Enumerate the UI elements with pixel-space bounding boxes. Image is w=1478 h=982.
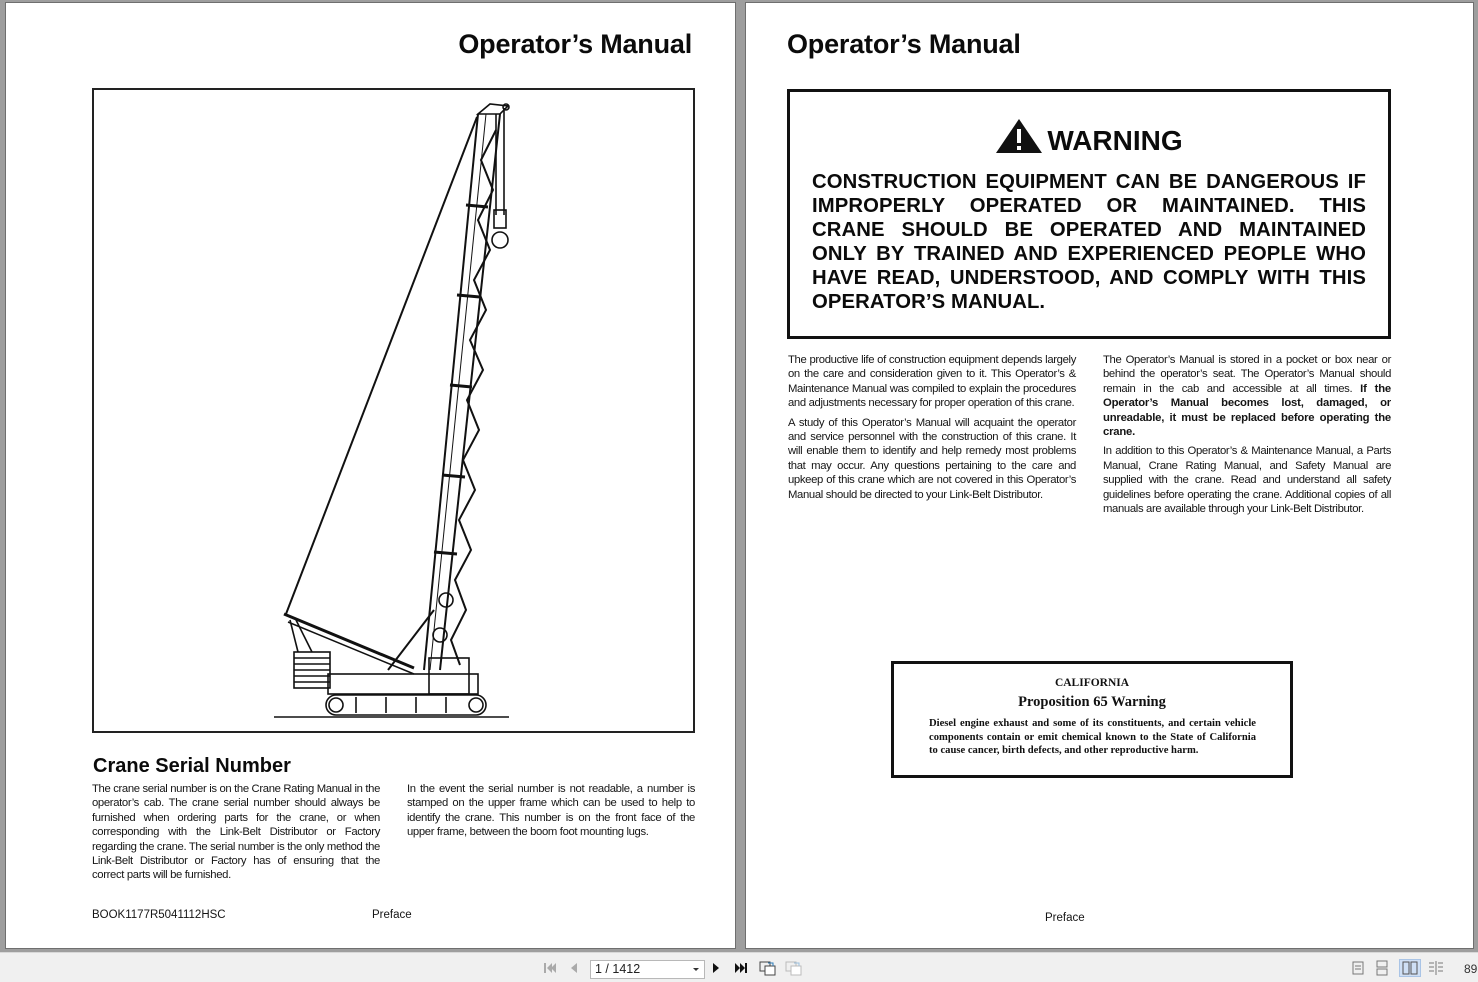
first-page-icon <box>543 962 557 974</box>
next-page-icon <box>711 962 721 974</box>
page-indicator: 1 / 1412 <box>595 962 641 976</box>
paragraph-text: The Operator’s Manual is stored in a pocket or box near or behind the operator’s seat. The Operator’s Manual should remain in the cab and accessible at all times. <box>1103 354 1391 395</box>
last-page-icon <box>734 962 748 974</box>
page-right <box>745 2 1474 949</box>
next-page-button[interactable] <box>707 959 725 977</box>
warning-text: CONSTRUCTION EQUIPMENT CAN BE DANGEROUS IF IMPROPERLY OPERATED OR MAINTAINED. THIS CRANE SHOULD BE OPERATED AND MAINTAINED ONLY BY TRAINED AND EXPERIENCED PEOPLE WHO HAVE READ, UNDERSTOOD, AND COMPLY WITH THIS OPERATOR’S MANUAL. <box>812 171 1366 313</box>
serial-number-paragraph-1 <box>92 782 380 888</box>
warning-heading-text: WARNING <box>1047 125 1183 156</box>
prop65-state: CALIFORNIA <box>1054 677 1130 689</box>
paragraph: A study of this Operator’s Manual will acquaint the operator and service personnel with the construction of this crane. It will enable them to identify and help remedy most problems that may occur. Any questions pertaining to the care and upkeep of this crane which are not covered in this Operator’s Manual should be directed to your Link-Belt Distributor. <box>788 416 1076 501</box>
paragraph: The crane serial number is on the Crane Rating Manual in the operator’s cab. The crane serial number should always be furnished when ordering parts for the crane, or when corresponding with the Link-Belt Distributor or Factory regarding the crane. The serial number is the only method the Link-Belt Distributor or Factory has of ensuring that the correct parts will be furnished. <box>92 783 380 882</box>
two-page-view-icon <box>1402 961 1418 975</box>
first-page-button[interactable] <box>541 959 559 977</box>
zoom-level[interactable]: 89 <box>1464 962 1478 976</box>
pdf-toolbar <box>0 952 1478 982</box>
previous-page-icon <box>569 962 579 974</box>
warning-triangle-icon <box>995 118 1043 154</box>
prop65-title: Proposition 65 Warning <box>1018 694 1166 710</box>
paragraph: In the event the serial number is not readable, a number is stamped on the upper frame which can be used to help to identify the crane. This number is on the front face of the upper frame, between the boom foot mounting lugs. <box>407 783 695 839</box>
warning-box <box>787 89 1391 339</box>
footer-section-label: Preface <box>1045 912 1085 924</box>
crane-drawing-icon <box>94 90 693 731</box>
chevron-down-icon <box>693 968 699 971</box>
view-single-page-button[interactable] <box>1349 959 1367 977</box>
rotate-view-alt-icon <box>785 960 803 976</box>
previous-page-button[interactable] <box>565 959 583 977</box>
view-two-page-continuous-button[interactable] <box>1427 959 1445 977</box>
warning-heading <box>790 118 1388 157</box>
paragraph-bold-text: If the Operator’s Manual becomes lost, damaged, or unreadable, it must be replaced before operating the crane. <box>1103 382 1391 439</box>
rotate-view-alt-button[interactable] <box>785 959 803 977</box>
rotate-view-icon <box>759 960 777 976</box>
page-title: Operator’s Manual <box>458 29 692 59</box>
single-page-view-icon <box>1352 961 1364 975</box>
view-continuous-button[interactable] <box>1373 959 1391 977</box>
page-number-select[interactable] <box>590 960 705 979</box>
page-left <box>5 2 736 949</box>
prop65-text: Diesel engine exhaust and some of its constituents, and certain vehicle components contain or emit chemical known to the State of California to cause cancer, birth defects, and other reproductive harm. <box>929 718 1256 757</box>
crane-illustration <box>92 88 695 733</box>
page-title: Operator’s Manual <box>787 29 1021 59</box>
paragraph <box>1103 353 1391 439</box>
intro-column-1 <box>788 353 1076 507</box>
continuous-view-icon <box>1376 960 1388 976</box>
book-number: BOOK1177R5041112HSC <box>92 909 226 921</box>
paragraph: The productive life of construction equipment depends largely on the care and consideration given to it. This Operator’s & Maintenance Manual was compiled to explain the procedures and adjustments necessary for proper operation of this crane. <box>788 354 1076 410</box>
last-page-button[interactable] <box>732 959 750 977</box>
footer-section-label: Preface <box>372 909 412 921</box>
view-two-page-button[interactable] <box>1399 959 1421 977</box>
paragraph: In addition to this Operator’s & Maintenance Manual, a Parts Manual, Crane Rating Manual, and Safety Manual are supplied with the crane. Read and understand all safety guidelines before operating the crane. Additional copies of all manuals are available through your Link-Belt Distributor. <box>1103 445 1391 516</box>
prop65-warning-box <box>891 661 1293 778</box>
serial-number-paragraph-2 <box>407 782 695 845</box>
two-page-continuous-view-icon <box>1428 960 1444 976</box>
section-heading: Crane Serial Number <box>93 755 291 777</box>
rotate-view-button[interactable] <box>759 959 777 977</box>
intro-column-2 <box>1103 353 1391 521</box>
